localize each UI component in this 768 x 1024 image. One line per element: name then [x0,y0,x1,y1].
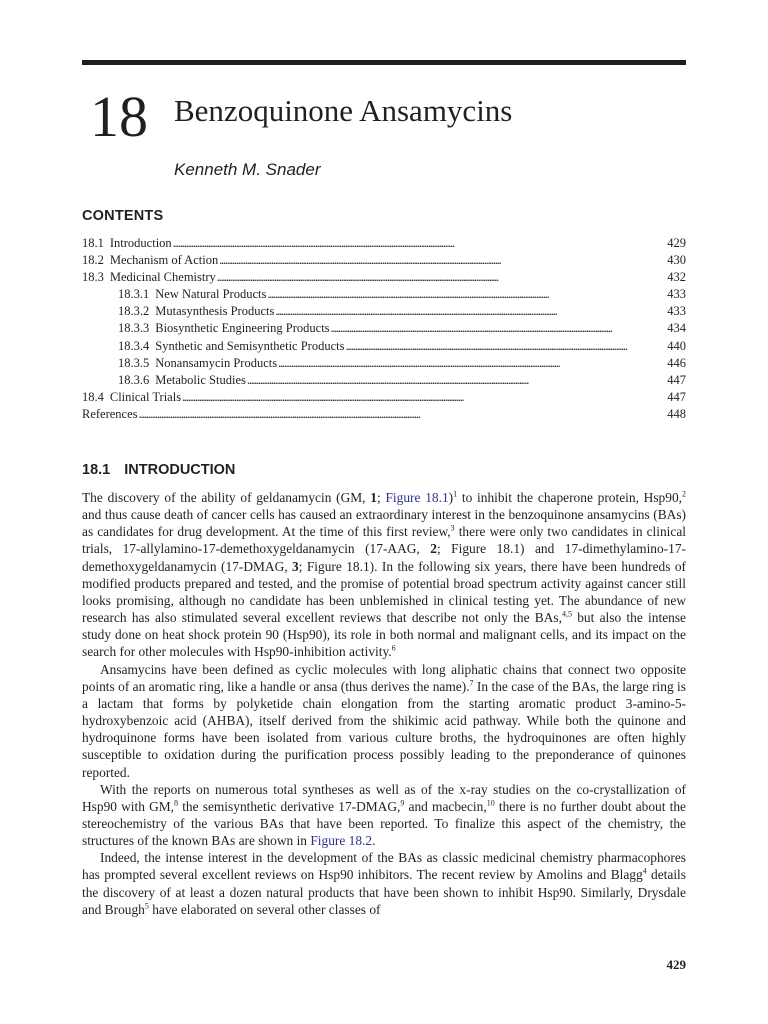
citation-ref: 5 [144,901,149,911]
citation-ref: 7 [469,678,474,688]
toc-leader-dots [139,407,667,422]
citation-ref: 8 [174,798,179,808]
toc-entry[interactable] [82,270,686,287]
citation-ref: 2 [682,489,686,499]
toc-entry-title: Synthetic and Semisynthetic Products [155,338,345,353]
toc-entry-title: Metabolic Studies [155,372,246,387]
toc-leader-dots [275,304,666,319]
toc-entry-number: 18.4 [82,389,104,404]
toc-leader-dots [331,321,667,336]
toc-subentry[interactable] [82,287,686,304]
toc-leader-dots [267,287,666,302]
toc-entry-page: 433 [667,287,686,302]
toc-entry-number: 18.3 [82,270,104,285]
toc-entry-number: 18.3.5 [118,355,150,370]
table-of-contents [82,236,686,424]
toc-entry-title: Biosynthetic Engineering Products [155,321,330,336]
toc-entry-title: Introduction [109,236,172,250]
citation-ref: 3 [450,523,455,533]
toc-entry-page: 440 [667,338,686,353]
toc-subentry[interactable] [82,304,686,321]
chapter-number: 18 [90,84,148,149]
section-number: 18.1 [82,462,111,478]
toc-entry-references[interactable] [82,407,686,424]
paragraph: The discovery of the ability of geldanamycin (GM, 1; Figure 18.1)$^1$ to inhibit the chaperone protein, Hsp90,$^2$ and thus cause death of cancer cells has caused an extraordinary interest in the benzoquinone ansamycins (BAs) as candidates for drug development. At the time of this first review,$^3$ there were only two candidates in clinical trials, 17-allylamino-17-demethoxygeldanamycin (17-AAG, 2; Figure 18.1) and 17-dimethylamino-17-demethoxygeldanamycin (17-DMAG, 3; Figure 18.1). In the following six years, there have been hundreds of modified products prepared and tested, and the promise of potential broad spectrum activity against cancer still looks promising, although no candidate has been unblemished in clinical testing yet. The abundance of new research has also stimulated several excellent reviews that describe not only the BAs,$^{4,5}$ but also the intense study done on heat shock protein 90 (Hsp90), its role in both normal and malignant cells, and its impact on the search for other molecules with Hsp90-inhibition activity.$^6$ [82,489,686,660]
toc-leader-dots [278,356,666,371]
toc-entry-number: 18.3.2 [118,304,150,319]
toc-entry[interactable] [82,253,686,270]
toc-entry-title: Medicinal Chemistry [109,270,216,285]
toc-entry-title: References [82,406,138,421]
toc-entry-title: Clinical Trials [109,389,182,404]
section-heading [82,462,235,478]
body-text [82,489,686,918]
toc-entry-title: New Natural Products [155,287,267,302]
toc-leader-dots [219,253,666,268]
toc-entry-page: 434 [667,321,686,336]
toc-entry-page: 448 [667,406,686,421]
toc-entry-number: 18.2 [82,253,104,268]
contents-heading: CONTENTS [82,208,164,224]
toc-leader-dots [345,339,666,354]
citation-ref: 9 [400,798,405,808]
figure-link[interactable]: Figure 18.2 [310,833,373,849]
citation-ref: 1 [453,489,458,499]
toc-entry-number: 18.3.6 [118,372,150,387]
paragraph: Ansamycins have been defined as cyclic molecules with long aliphatic chains that connect two opposite points of an aromatic ring, like a handle or ansa (thus derives the name).$^7$ In the case of the BAs, the large ring is a lactam that forms by polyketide chain elongation from the starting aromatic product 3-amino-5-hydroxybenzoic acid (AHBA), itself derived from the shikimic acid pathway. While both the quinone and hydroquinone forms have been isolated from various culture broths, the hydroquinones are often highly susceptible to oxidation during the purification process possibly leading to the preponderance of quinones reported. [82,661,686,780]
toc-leader-dots [173,236,667,251]
toc-entry-page: 429 [667,236,686,250]
toc-entry-page: 446 [667,355,686,370]
chapter-author: Kenneth M. Snader [174,160,321,179]
toc-entry-number: 18.3.4 [118,338,150,353]
toc-entry-page: 432 [667,270,686,285]
toc-entry-page: 430 [667,253,686,268]
toc-leader-dots [247,373,666,388]
citation-ref: 6 [391,643,396,653]
toc-entry[interactable] [82,236,686,253]
figure-link[interactable]: Figure 18.1 [385,490,449,505]
toc-entry-page: 447 [667,389,686,404]
page-number: 429 [666,957,686,972]
toc-entry-number: 18.1 [82,236,104,250]
toc-entry-number: 18.3.1 [118,287,150,302]
toc-subentry[interactable] [82,356,686,373]
toc-entry-title: Mutasynthesis Products [155,304,275,319]
toc-entry-title: Mechanism of Action [109,253,219,268]
chapter-top-rule [82,60,686,65]
citation-ref: 10 [486,798,495,808]
toc-entry-title: Nonansamycin Products [155,355,278,370]
chapter-title: Benzoquinone Ansamycins [174,93,513,128]
toc-subentry[interactable] [82,321,686,338]
toc-entry[interactable] [82,390,686,407]
paragraph: With the reports on numerous total syntheses as well as of the x-ray studies on the co-crystallization of Hsp90 with GM,$^8$ the semisynthetic derivative 17-DMAG,$^9$ and macbecin,$^{10}$ there is no further doubt about the stereochemistry of the various BAs that have been reported. To finalize this aspect of the chemistry, the structures of the known BAs are shown in Figure 18.2. [82,781,687,849]
toc-entry-number: 18.3.3 [118,321,150,336]
toc-subentry[interactable] [82,373,686,390]
section-title: INTRODUCTION [124,462,236,478]
citation-ref: 4 [642,866,647,876]
toc-entry-page: 447 [667,372,686,387]
toc-leader-dots [182,390,666,405]
toc-subentry[interactable] [82,339,686,356]
paragraph: Indeed, the intense interest in the development of the BAs as classic medicinal chemistry pharmacophores has prompted several excellent reviews on Hsp90 inhibitors. The recent review by Amolins and Blagg$^4$ details the discovery of at least a dozen natural products that have been shown to inhibit Hsp90. Similarly, Drysdale and Brough$^5$ have elaborated on several other classes of [82,850,686,917]
toc-leader-dots [217,270,666,285]
toc-entry-page: 433 [667,304,686,319]
citation-ref: 4,5 [561,609,572,619]
